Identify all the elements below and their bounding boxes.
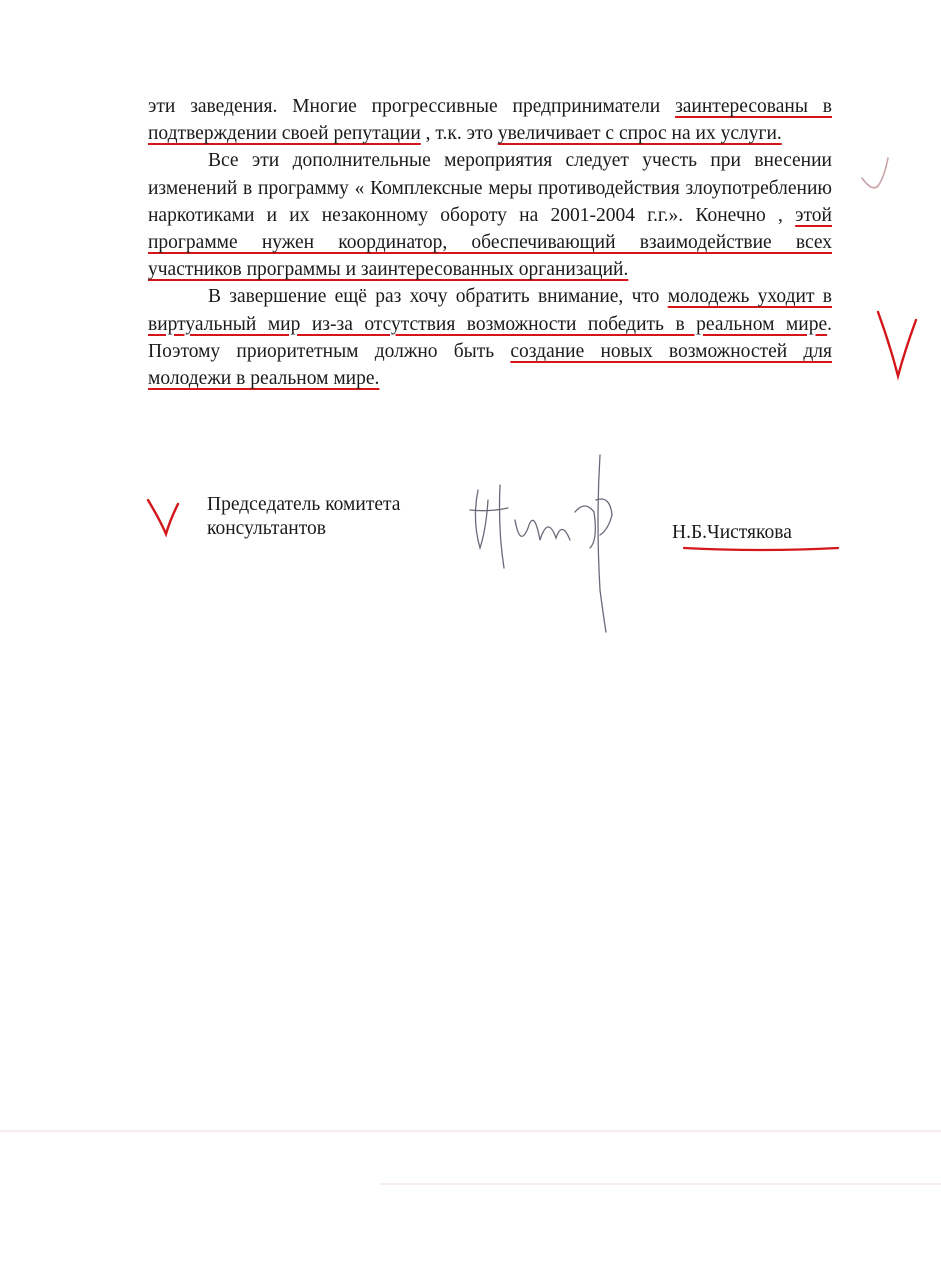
name-underline xyxy=(684,548,838,550)
underlined-phrase: увеличивает с спрос на их услуги. xyxy=(497,123,782,145)
checkmark-small-icon xyxy=(862,158,888,188)
underlined-phrase: этой программе нужен координатор, обеспечивающий взаимодействие всех участников программы и заинтересованных организаций. xyxy=(148,204,832,281)
paragraph-3 xyxy=(148,283,832,392)
signatory-title xyxy=(207,493,400,541)
text-run: , т.к. это xyxy=(420,123,498,145)
signatory-title-line-2: консультантов xyxy=(207,518,326,539)
paragraph-1 xyxy=(148,93,832,147)
underlined-phrase: молодежь уходит в виртуальный мир из-за отсутствия возможности победить в реальном мире xyxy=(148,286,832,335)
text-run: . Поэтому приоритетным должно быть xyxy=(148,313,832,362)
text-run: эти заведения. Многие прогрессивные предприниматели xyxy=(148,96,676,117)
handwritten-signature xyxy=(470,455,612,632)
signatory-title-line-1: Председатель комитета xyxy=(207,494,401,515)
letter-body xyxy=(148,93,832,392)
underlined-phrase: заинтересованы в подтверждении своей репутации xyxy=(148,96,832,145)
checkmark-large-icon xyxy=(878,312,916,376)
underlined-phrase: создание новых возможностей для молодежи в реальном мире. xyxy=(148,340,833,390)
paragraph-2 xyxy=(148,147,832,283)
checkmark-left-icon xyxy=(148,500,178,534)
signatory-name: Н.Б.Чистякова xyxy=(672,522,792,543)
text-run: В завершение ещё раз хочу обратить внимание, что xyxy=(208,286,668,308)
text-run: Все эти дополнительные мероприятия следует учесть при внесении изменений в программу « Комплексные меры противодействия злоупотреблению наркотиками и их незаконному обороту на 2001-2004 г.г.». Конечно , xyxy=(148,150,832,226)
